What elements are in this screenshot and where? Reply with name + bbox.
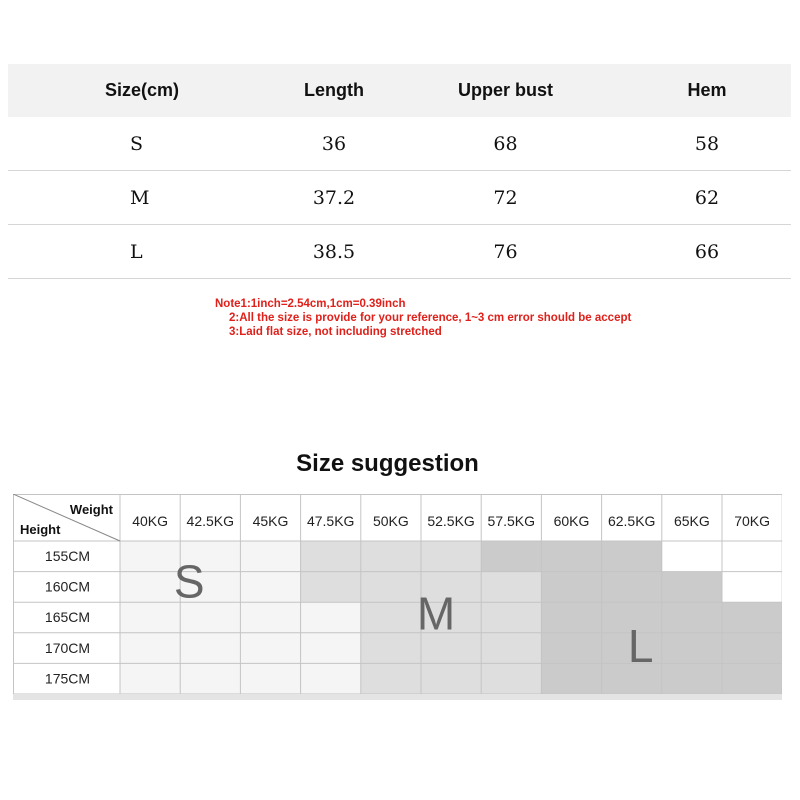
grid-cell-L [662,572,722,603]
header-size: Size(cm) [105,80,180,100]
cell-length: 36 [321,132,347,155]
grid-cell-- [722,572,782,603]
grid-cell-M [481,633,541,664]
height-label: 170CM [44,639,91,656]
grid-cell-L [722,663,782,694]
cell-upper-bust: 72 [493,186,518,209]
grid-cell-L [541,663,601,694]
note-2: 2:All the size is provide for your reference, 1~3 cm error should be accept [229,312,632,324]
grid-cell-M [481,602,541,633]
cell-length: 38.5 [312,240,356,263]
grid-cell-M [361,572,421,603]
weight-header: 60KG [553,513,590,529]
weight-header: 42.5KG [186,513,235,529]
grid-cell-M [301,541,361,572]
table-row [8,225,791,278]
height-label: 165CM [44,609,91,626]
size-suggestion-grid [13,494,782,694]
grid-cell-L [662,602,722,633]
grid-cell-L [662,633,722,664]
zone-label-S: S [173,555,205,608]
grid-cell-M [361,663,421,694]
grid-cell-M [301,572,361,603]
cell-length: 37.2 [312,186,356,209]
suggestion-title: Size suggestion [296,450,479,477]
grid-cell-S [240,572,300,603]
grid-cell-L [541,602,601,633]
cell-upper-bust: 68 [493,132,518,155]
grid-cell-S [180,633,240,664]
grid-cell-S [120,663,180,694]
grid-cell-M [481,663,541,694]
grid-cell-M [361,602,421,633]
grid-cell-L [541,633,601,664]
weight-header: 47.5KG [306,513,355,529]
grid-cell-- [722,541,782,572]
grid-cell-S [240,633,300,664]
grid-cell-S [120,572,180,603]
cell-hem: 62 [694,186,720,209]
weight-header: 62.5KG [607,513,656,529]
grid-cell-L [662,663,722,694]
note-3: 3:Laid flat size, not including stretched [229,326,442,338]
grid-cell-S [120,633,180,664]
grid-cell-L [722,602,782,633]
grid-cell-M [361,633,421,664]
weight-header: 57.5KG [487,513,536,529]
grid-cell-S [120,541,180,572]
note-1: Note1:1inch=2.54cm,1cm=0.39inch [215,298,406,310]
grid-cell-M [421,541,481,572]
header-length: Length [304,80,364,100]
grid-cell-L [541,541,601,572]
table-row [8,117,791,170]
grid-cell-L [541,572,601,603]
zone-label-M: M [416,587,456,640]
height-label: 160CM [44,578,91,595]
grid-cell-M [481,572,541,603]
weight-header: 40KG [132,513,169,529]
cell-upper-bust: 76 [493,240,518,263]
size-notes [215,297,631,339]
header-hem: Hem [687,80,727,100]
grid-cell-S [240,602,300,633]
grid-cell-M [361,541,421,572]
weight-header: 50KG [372,513,409,529]
height-label: 175CM [44,670,91,687]
weight-header: 45KG [252,513,289,529]
header-upper-bust: Upper bust [457,80,553,100]
grid-bottom-shadow [13,694,782,700]
grid-cell-L [481,541,541,572]
grid-cell-S [301,663,361,694]
corner-weight-label: Weight [69,502,113,517]
grid-cell-S [240,663,300,694]
cell-size: S [130,132,144,155]
cell-size: M [130,186,150,209]
height-label: 155CM [44,548,91,564]
cell-size: L [130,240,143,263]
cell-hem: 58 [694,132,720,155]
grid-cell-M [421,663,481,694]
grid-cell-L [722,633,782,664]
row-divider [8,278,791,279]
grid-cell-S [240,541,300,572]
grid-cell-S [180,663,240,694]
cell-hem: 66 [694,240,720,263]
grid-cell-S [120,602,180,633]
suggestion-grid-svg [13,494,782,694]
zone-label-L: L [627,619,654,672]
weight-header: 52.5KG [427,513,475,529]
grid-cell-L [602,541,662,572]
size-table-header [8,64,791,117]
weight-header: 70KG [734,513,771,529]
table-row [8,171,791,224]
grid-cell-L [602,572,662,603]
grid-cell-S [301,633,361,664]
corner-height-label: Height [20,522,61,537]
weight-header: 65KG [673,513,710,529]
size-table [8,64,791,279]
grid-cell-S [301,602,361,633]
grid-cell-- [662,541,722,572]
